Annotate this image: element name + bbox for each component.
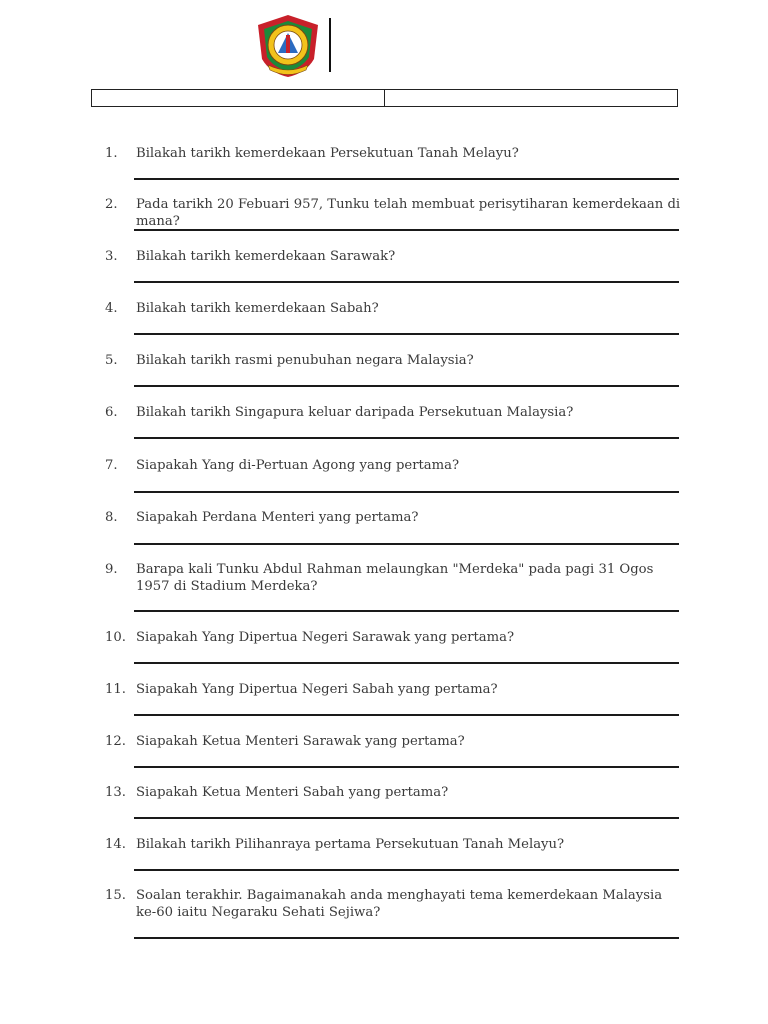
info-cell-right	[384, 90, 677, 106]
question-number: 12.	[105, 734, 126, 749]
question-number: 8.	[105, 510, 118, 525]
question-number: 11.	[105, 682, 126, 697]
question-item	[105, 681, 685, 698]
answer-line[interactable]	[134, 662, 679, 664]
answer-line[interactable]	[134, 937, 679, 939]
question-item	[105, 887, 685, 921]
question-text: Pada tarikh 20 Febuari 957, Tunku telah membuat perisytiharan kemerdekaan di mana?	[136, 197, 681, 229]
question-item	[105, 457, 685, 474]
question-item	[105, 733, 685, 750]
answer-line[interactable]	[134, 543, 679, 545]
question-item	[105, 404, 685, 421]
header-divider	[329, 18, 331, 72]
question-item	[105, 352, 685, 369]
question-number: 14.	[105, 837, 126, 852]
question-number: 9.	[105, 562, 118, 577]
question-item	[105, 196, 685, 230]
question-text: Bilakah tarikh kemerdekaan Sabah?	[136, 301, 379, 316]
question-item	[105, 836, 685, 853]
answer-line[interactable]	[134, 817, 679, 819]
answer-line[interactable]	[134, 491, 679, 493]
question-number: 3.	[105, 249, 118, 264]
info-table	[91, 89, 678, 107]
question-text: Bilakah tarikh rasmi penubuhan negara Malaysia?	[136, 353, 474, 368]
answer-line[interactable]	[134, 714, 679, 716]
question-item	[105, 561, 685, 595]
question-number: 1.	[105, 146, 118, 161]
question-text: Bilakah tarikh kemerdekaan Sarawak?	[136, 249, 396, 264]
question-text: Siapakah Perdana Menteri yang pertama?	[136, 510, 419, 525]
answer-line[interactable]	[134, 333, 679, 335]
question-text: Bilakah tarikh kemerdekaan Persekutuan Tanah Melayu?	[136, 146, 519, 161]
question-item	[105, 248, 685, 265]
question-number: 10.	[105, 630, 126, 645]
answer-line[interactable]	[134, 229, 679, 231]
question-text: Siapakah Yang Dipertua Negeri Sarawak yang pertama?	[136, 630, 515, 645]
answer-line[interactable]	[134, 610, 679, 612]
question-item	[105, 509, 685, 526]
question-text: Siapakah Yang di-Pertuan Agong yang pertama?	[136, 458, 460, 473]
school-crest-icon	[254, 13, 322, 79]
question-number: 5.	[105, 353, 118, 368]
question-item	[105, 145, 685, 162]
question-text: Siapakah Yang Dipertua Negeri Sabah yang pertama?	[136, 682, 498, 697]
info-cell-left	[92, 90, 384, 106]
question-number: 7.	[105, 458, 118, 473]
answer-line[interactable]	[134, 869, 679, 871]
question-number: 13.	[105, 785, 126, 800]
question-item	[105, 300, 685, 317]
question-text: Barapa kali Tunku Abdul Rahman melaungkan "Merdeka" pada pagi 31 Ogos 1957 di Stadium Merdeka?	[136, 562, 654, 594]
answer-line[interactable]	[134, 178, 679, 180]
question-number: 2.	[105, 197, 118, 212]
question-text: Siapakah Ketua Menteri Sabah yang pertama?	[136, 785, 449, 800]
question-number: 15.	[105, 888, 126, 903]
answer-line[interactable]	[134, 281, 679, 283]
question-text: Bilakah tarikh Pilihanraya pertama Persekutuan Tanah Melayu?	[136, 837, 565, 852]
question-text: Siapakah Ketua Menteri Sarawak yang pertama?	[136, 734, 465, 749]
question-text: Soalan terakhir. Bagaimanakah anda menghayati tema kemerdekaan Malaysia ke-60 iaitu Negaraku Sehati Sejiwa?	[136, 888, 663, 920]
question-text: Bilakah tarikh Singapura keluar daripada Persekutuan Malaysia?	[136, 405, 574, 420]
question-number: 6.	[105, 405, 118, 420]
answer-line[interactable]	[134, 766, 679, 768]
question-item	[105, 784, 685, 801]
answer-line[interactable]	[134, 385, 679, 387]
answer-line[interactable]	[134, 437, 679, 439]
question-item	[105, 629, 685, 646]
question-number: 4.	[105, 301, 118, 316]
